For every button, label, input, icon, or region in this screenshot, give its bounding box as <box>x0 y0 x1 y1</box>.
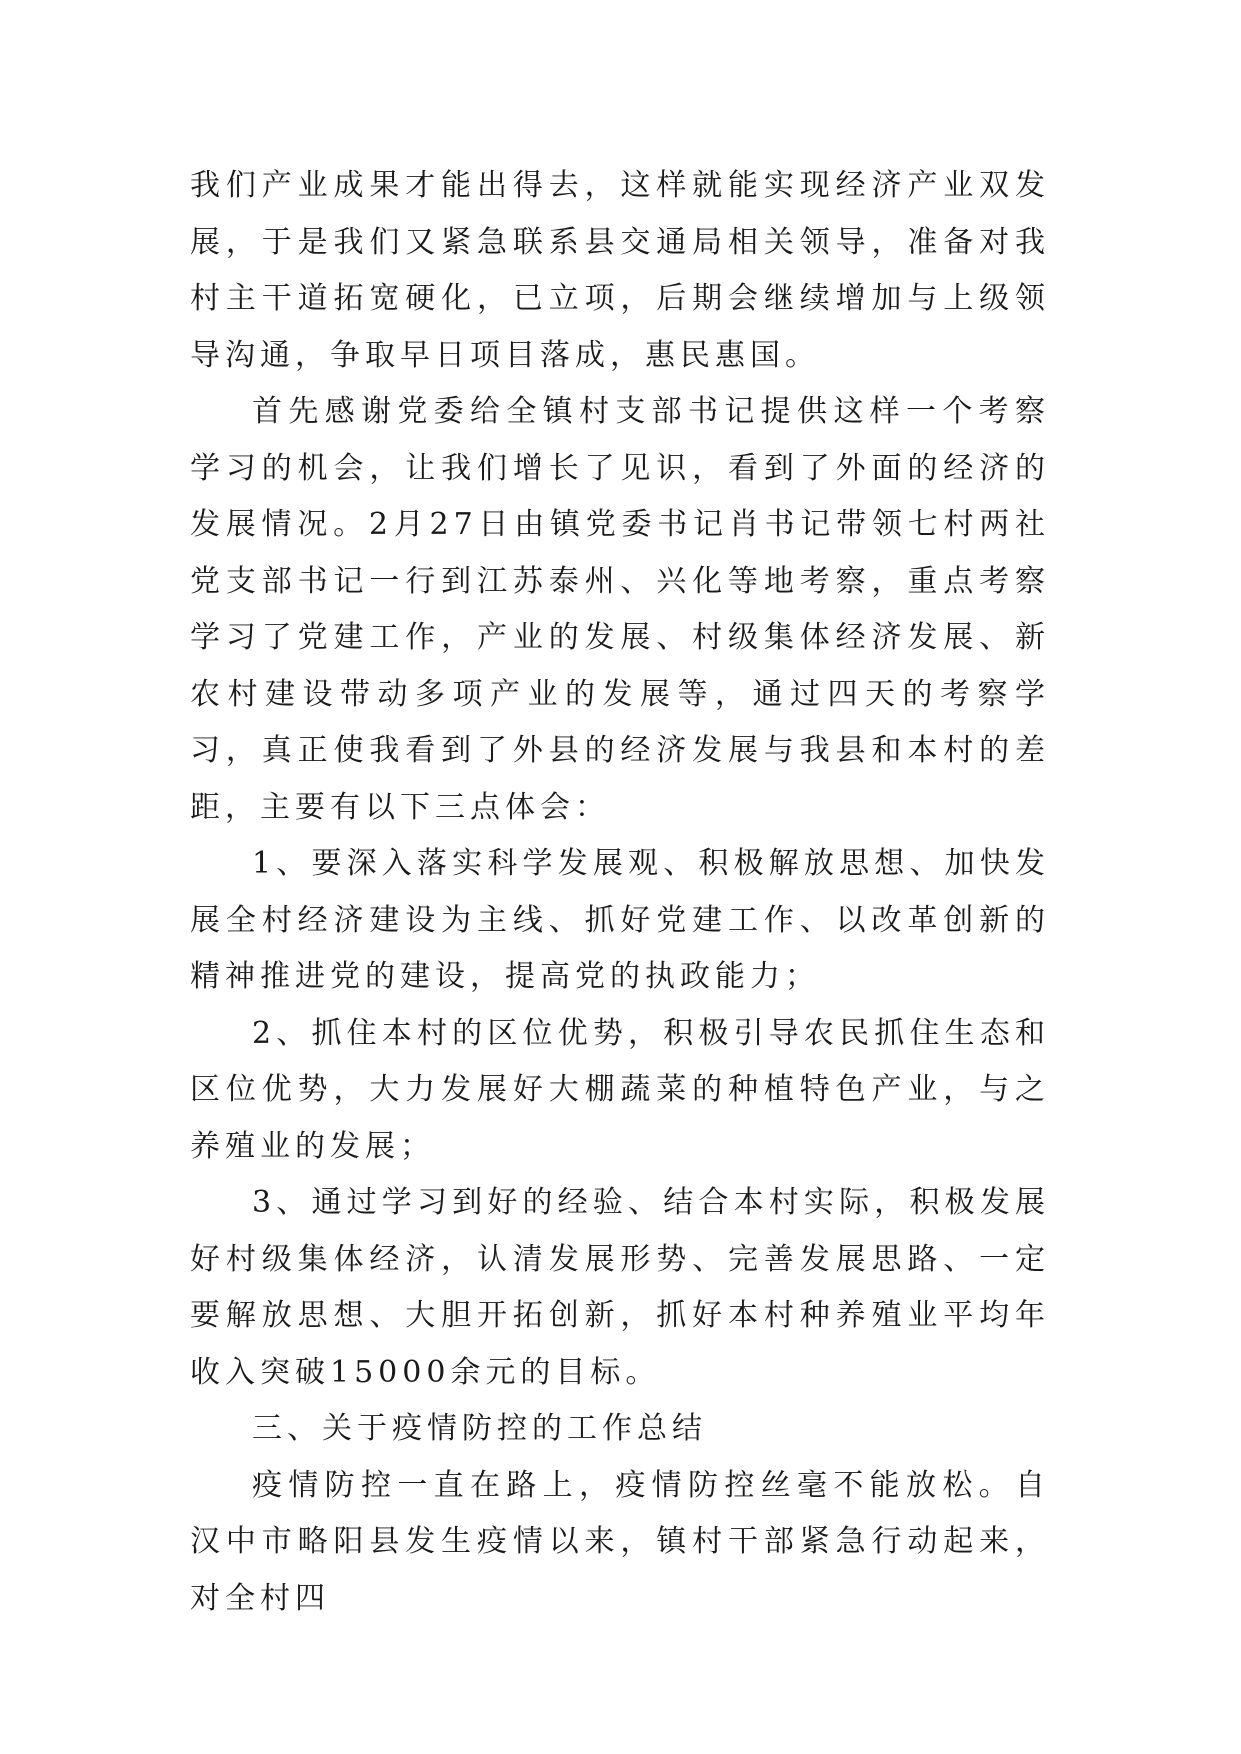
paragraph-epidemic: 疫情防控一直在路上，疫情防控丝毫不能放松。自汉中市略阳县发生疫情以来，镇村干部紧急行动起来，对全村四 <box>190 1467 1050 1616</box>
paragraph-point-3: 3、通过学习到好的经验、结合本村实际，积极发展好村级集体经济，认清发展形势、完善发展思路、一定要解放思想、大胆开拓创新，抓好本村种养殖业平均年收入突破15000余元的目标。 <box>190 1185 1050 1390</box>
section-heading-epidemic: 三、关于疫情防控的工作总结 <box>252 1411 707 1446</box>
paragraph-study-trip: 首先感谢党委给全镇村支部书记提供这样一个考察学习的机会，让我们增长了见识，看到了外面的经济的发展情况。2月27日由镇党委书记肖书记带领七村两社党支部书记一行到江苏泰州、兴化等地考察，重点考察学习了党建工作，产业的发展、村级集体经济发展、新农村建设带动多项产业的发展等，通过四天的考察学习，真正使我看到了外县的经济发展与我县和本村的差距，主要有以下三点体会： <box>190 394 1050 825</box>
paragraph-point-1: 1、要深入落实科学发展观、积极解放思想、加快发展全村经济建设为主线、抓好党建工作、以改革创新的精神推进党的建设，提高党的执政能力； <box>190 846 1050 994</box>
document-body <box>190 158 1050 1627</box>
paragraph-point-2: 2、抓住本村的区位优势，积极引导农民抓住生态和区位优势，大力发展好大棚蔬菜的种植特色产业，与之养殖业的发展； <box>190 1015 1050 1164</box>
paragraph-continuation: 我们产业成果才能出得去，这样就能实现经济产业双发展，于是我们又紧急联系县交通局相关领导，准备对我村主干道拓宽硬化，已立项，后期会继续增加与上级领导沟通，争取早日项目落成，惠民惠国。 <box>190 168 1050 373</box>
